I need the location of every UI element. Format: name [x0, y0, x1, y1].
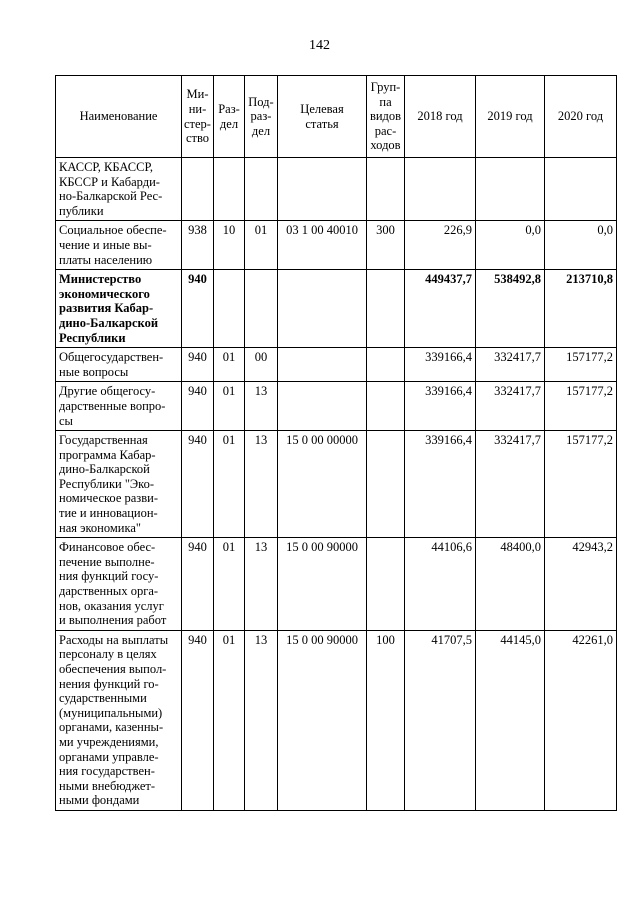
row-name: КАССР, КБАССР, КБССР и Кабарди- но-Балкарской Рес- публики	[56, 158, 182, 221]
table-row	[56, 630, 617, 810]
table-row	[56, 382, 617, 431]
header-2018: 2018 год	[405, 76, 476, 158]
row-section: 10	[214, 221, 245, 270]
row-2019: 48400,0	[476, 538, 545, 631]
row-ministry: 940	[182, 270, 214, 348]
row-2020: 42943,2	[545, 538, 617, 631]
row-subsection	[245, 270, 278, 348]
header-target: Целевая статья	[278, 76, 367, 158]
row-subsection	[245, 158, 278, 221]
row-target	[278, 158, 367, 221]
table-row	[56, 158, 617, 221]
row-2018: 339166,4	[405, 431, 476, 538]
header-name: Наименование	[56, 76, 182, 158]
row-target: 15 0 00 90000	[278, 630, 367, 810]
table-row	[56, 348, 617, 382]
header-ministry: Ми- ни- стер- ство	[182, 76, 214, 158]
row-2019: 332417,7	[476, 431, 545, 538]
row-ministry	[182, 158, 214, 221]
row-subsection: 00	[245, 348, 278, 382]
row-2018	[405, 158, 476, 221]
row-target: 15 0 00 00000	[278, 431, 367, 538]
row-2020: 42261,0	[545, 630, 617, 810]
row-2020: 157177,2	[545, 348, 617, 382]
row-subsection: 13	[245, 538, 278, 631]
row-2018: 41707,5	[405, 630, 476, 810]
row-2019: 538492,8	[476, 270, 545, 348]
row-group	[367, 382, 405, 431]
row-subsection: 13	[245, 382, 278, 431]
row-section: 01	[214, 348, 245, 382]
row-group	[367, 270, 405, 348]
row-section: 01	[214, 431, 245, 538]
row-2019	[476, 158, 545, 221]
row-2020: 157177,2	[545, 431, 617, 538]
row-2020: 213710,8	[545, 270, 617, 348]
row-section: 01	[214, 382, 245, 431]
row-subsection: 01	[245, 221, 278, 270]
table-row	[56, 270, 617, 348]
page-number: 142	[309, 38, 330, 53]
row-name: Расходы на выплаты персоналу в целях обеспечения выпол- нения функций го- сударственными (муниципальными) органами, казенны- ми учреждениями, органами управле- ния государствен- ными внебюджет- ными фондами	[56, 630, 182, 810]
table-row	[56, 431, 617, 538]
row-2019: 332417,7	[476, 348, 545, 382]
row-target	[278, 348, 367, 382]
row-2019: 0,0	[476, 221, 545, 270]
row-name: Общегосударствен- ные вопросы	[56, 348, 182, 382]
row-2018: 449437,7	[405, 270, 476, 348]
row-2018: 226,9	[405, 221, 476, 270]
row-2020	[545, 158, 617, 221]
header-subsection: Под- раз- дел	[245, 76, 278, 158]
row-2020: 157177,2	[545, 382, 617, 431]
row-2018: 44106,6	[405, 538, 476, 631]
row-name: Государственная программа Кабар- дино-Балкарской Республики "Эко- номическое разви- тие и инновацион- ная экономика"	[56, 431, 182, 538]
row-2019: 44145,0	[476, 630, 545, 810]
header-row	[56, 76, 617, 158]
row-subsection: 13	[245, 630, 278, 810]
row-ministry: 940	[182, 348, 214, 382]
header-2020: 2020 год	[545, 76, 617, 158]
row-ministry: 940	[182, 538, 214, 631]
row-name: Социальное обеспе- чение и иные вы- платы населению	[56, 221, 182, 270]
row-target: 03 1 00 40010	[278, 221, 367, 270]
row-group	[367, 158, 405, 221]
row-section: 01	[214, 538, 245, 631]
row-target: 15 0 00 90000	[278, 538, 367, 631]
row-group: 300	[367, 221, 405, 270]
row-section: 01	[214, 630, 245, 810]
header-2019: 2019 год	[476, 76, 545, 158]
row-ministry: 940	[182, 382, 214, 431]
row-ministry: 938	[182, 221, 214, 270]
row-name: Финансовое обес- печение выполне- ния функций госу- дарственных орга- нов, оказания услуг и выполнения работ	[56, 538, 182, 631]
row-group: 100	[367, 630, 405, 810]
row-2020: 0,0	[545, 221, 617, 270]
row-ministry: 940	[182, 431, 214, 538]
row-section	[214, 158, 245, 221]
row-group	[367, 538, 405, 631]
row-2018: 339166,4	[405, 348, 476, 382]
table-row	[56, 538, 617, 631]
row-target	[278, 270, 367, 348]
row-target	[278, 382, 367, 431]
row-name: Другие общегосу- дарственные вопро- сы	[56, 382, 182, 431]
row-2019: 332417,7	[476, 382, 545, 431]
row-subsection: 13	[245, 431, 278, 538]
row-group	[367, 431, 405, 538]
header-section: Раз- дел	[214, 76, 245, 158]
budget-table	[55, 75, 617, 811]
row-group	[367, 348, 405, 382]
row-ministry: 940	[182, 630, 214, 810]
header-expense-group: Груп- па видов рас- ходов	[367, 76, 405, 158]
row-section	[214, 270, 245, 348]
row-name: Министерство экономического развития Кабар- дино-Балкарской Республики	[56, 270, 182, 348]
row-2018: 339166,4	[405, 382, 476, 431]
table-row	[56, 221, 617, 270]
